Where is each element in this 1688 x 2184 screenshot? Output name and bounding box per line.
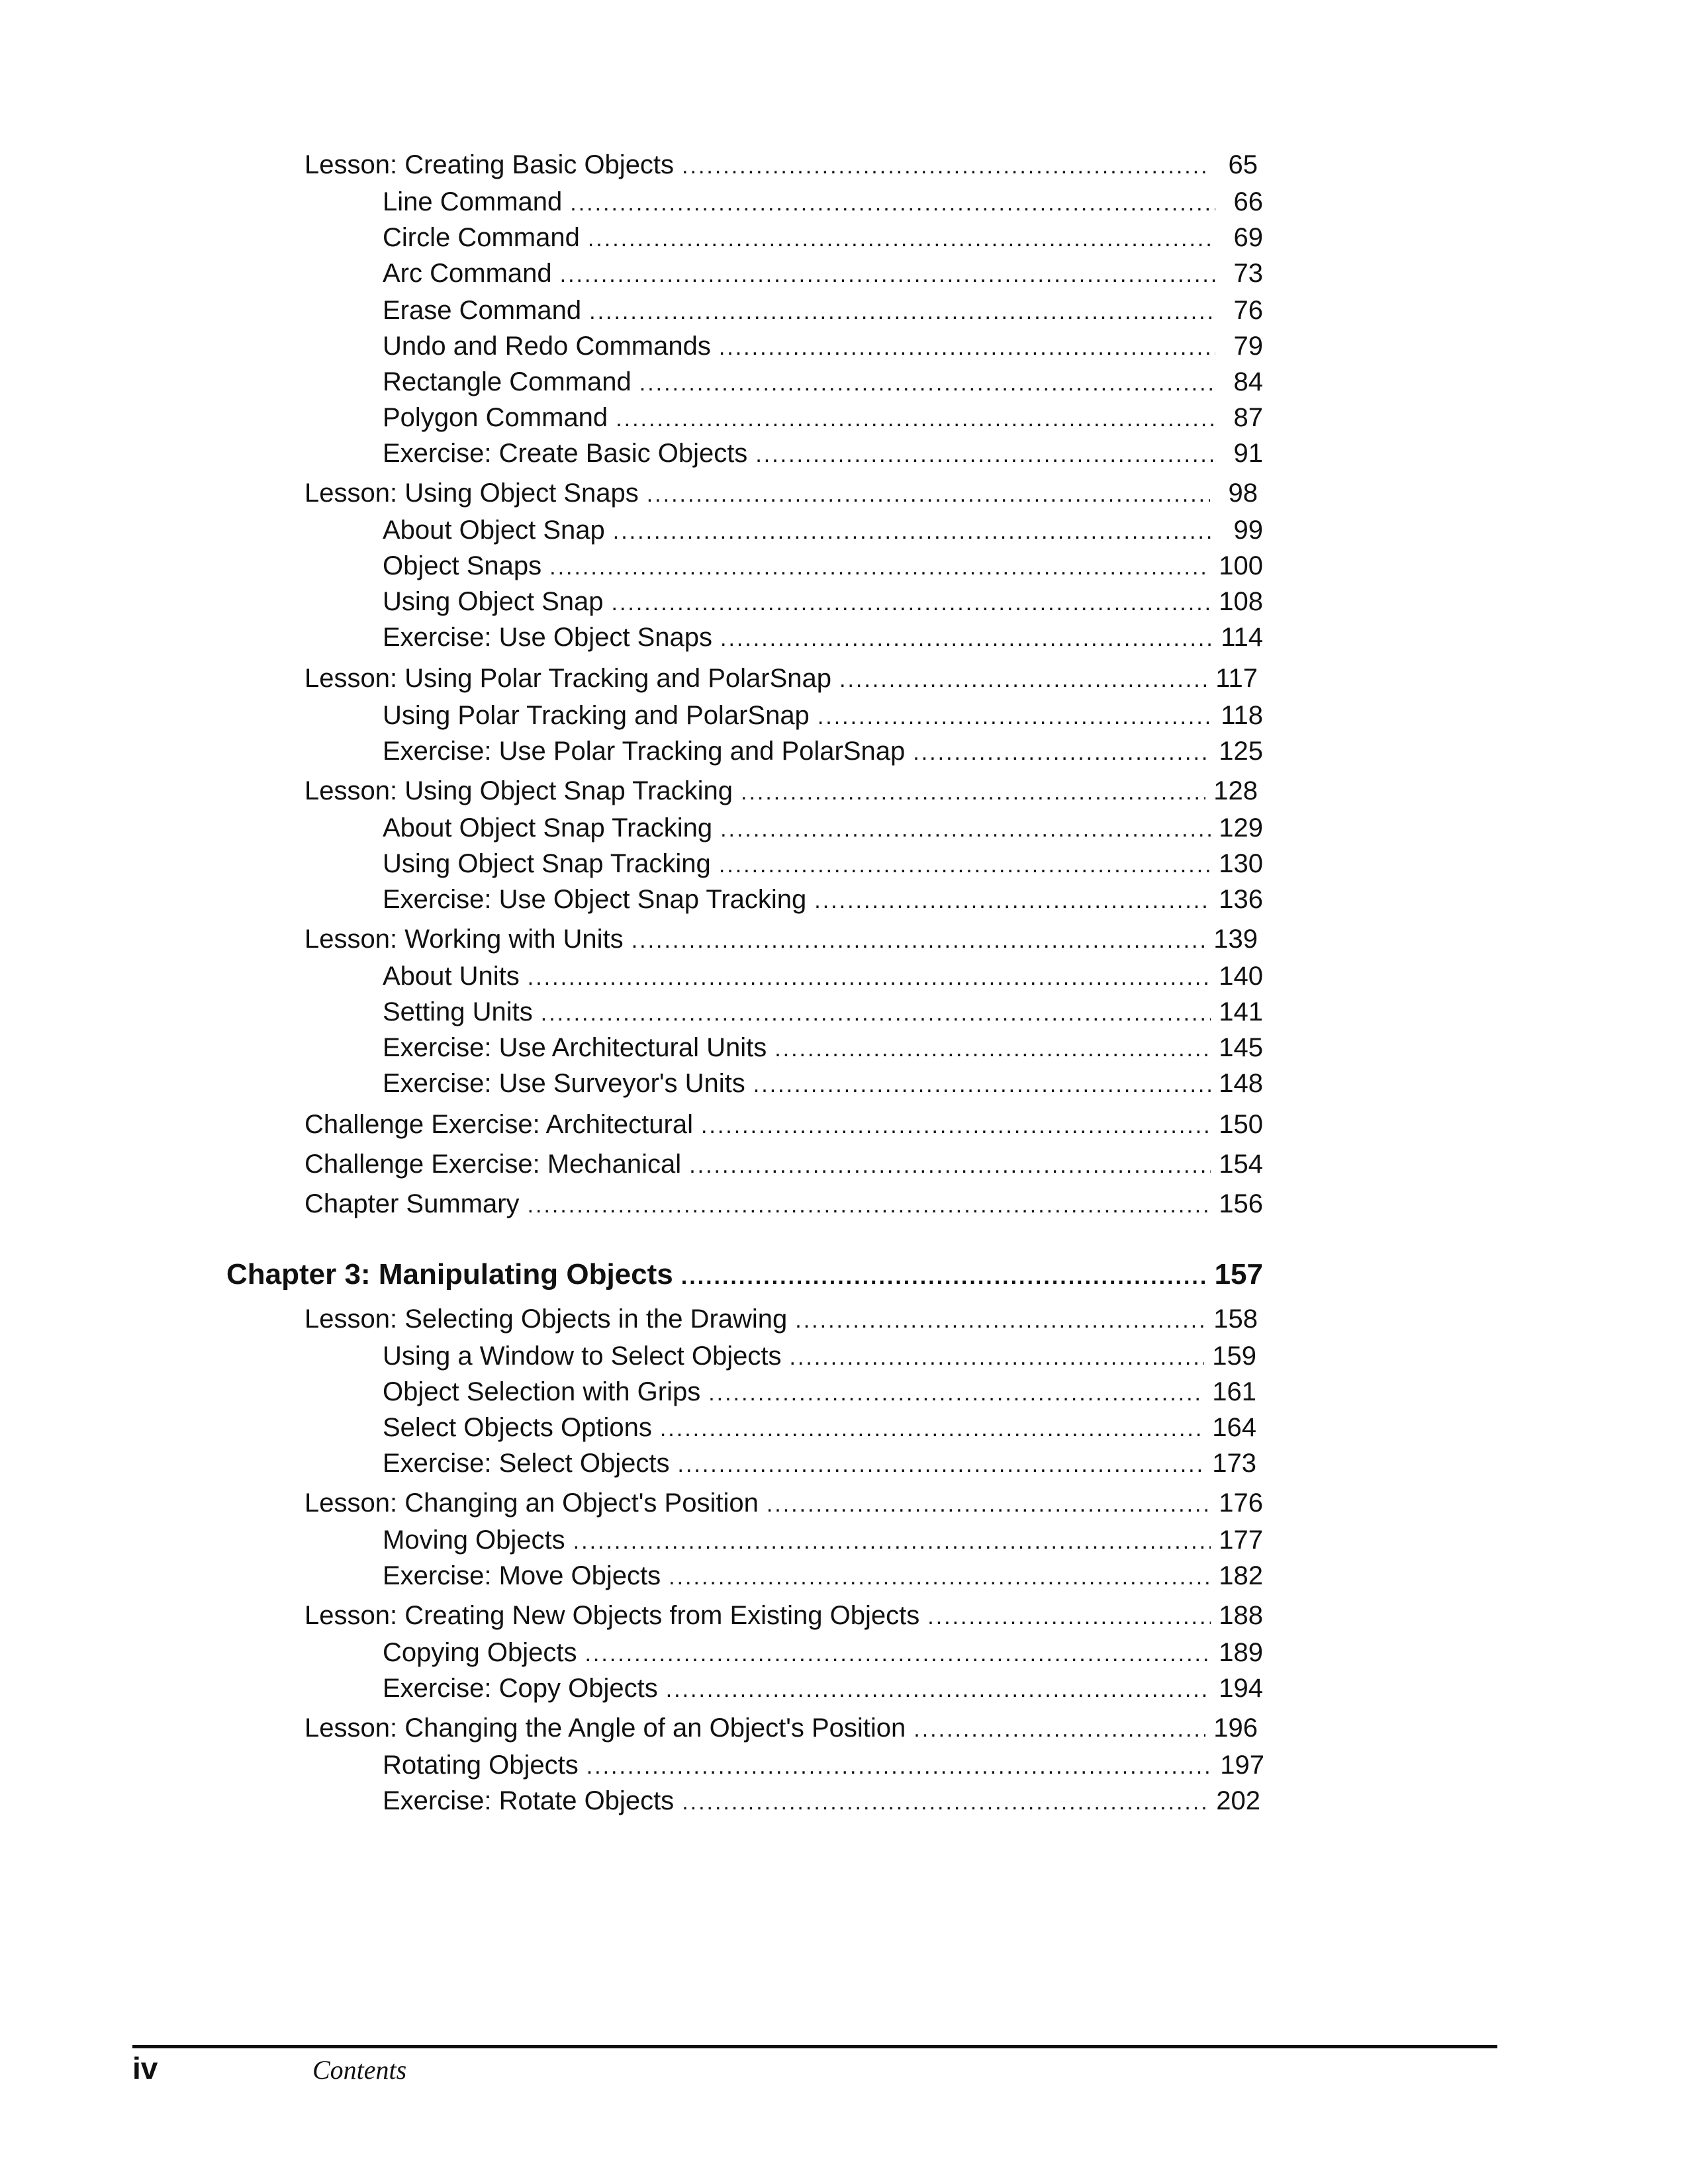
toc-entry-page: 189 [1219, 1638, 1263, 1667]
toc-entry[interactable] [383, 1636, 1263, 1669]
toc-entry-page: 197 [1220, 1751, 1264, 1780]
toc-entry-title: Lesson: Using Object Snap Tracking [305, 776, 733, 805]
toc-entry-page: 118 [1221, 701, 1263, 730]
toc-entry-page: 79 [1233, 332, 1263, 361]
toc-entry-title: Circle Command [383, 223, 580, 252]
toc-entry[interactable] [383, 1749, 1264, 1782]
toc-entry-page: 98 [1228, 478, 1258, 508]
toc-entry[interactable] [383, 585, 1263, 618]
toc-entry-title: Copying Objects [383, 1638, 577, 1667]
toc-entry[interactable] [383, 1067, 1263, 1100]
footer-section-title: Contents [312, 2055, 407, 2085]
dot-leader [616, 402, 1215, 435]
dot-leader [589, 295, 1215, 328]
toc-entry[interactable] [383, 883, 1263, 916]
toc-entry-title: Moving Objects [383, 1525, 565, 1555]
dot-leader [528, 961, 1211, 994]
toc-entry-page: 99 [1233, 516, 1263, 545]
toc-entry[interactable] [383, 1447, 1256, 1480]
toc-entry-page: 154 [1219, 1150, 1263, 1179]
toc-entry[interactable] [383, 330, 1263, 363]
toc-entry[interactable] [383, 1559, 1263, 1592]
dot-leader [720, 622, 1213, 655]
dot-leader [585, 1637, 1211, 1670]
chapter-page: 157 [1214, 1258, 1263, 1291]
toc-entry-page: 145 [1219, 1033, 1263, 1062]
toc-entry-page: 130 [1219, 849, 1263, 878]
dot-leader [689, 1149, 1211, 1182]
dot-leader [720, 813, 1211, 846]
toc-entry-page: 188 [1219, 1601, 1263, 1630]
dot-leader [682, 1786, 1208, 1819]
toc-entry-title: Rectangle Command [383, 367, 632, 396]
toc-entry[interactable] [305, 1711, 1258, 1745]
toc-entry[interactable] [383, 185, 1263, 218]
toc-entry-title: Exercise: Use Architectural Units [383, 1033, 767, 1062]
dot-leader [588, 222, 1215, 255]
dot-leader [647, 478, 1210, 511]
toc-entry-title: Using Object Snap Tracking [383, 849, 711, 878]
dot-leader [586, 1750, 1213, 1783]
toc-entry-page: 176 [1219, 1488, 1263, 1518]
toc-entry-page: 73 [1233, 259, 1263, 288]
toc-entry-page: 136 [1219, 885, 1263, 914]
toc-entry-title: Exercise: Select Objects [383, 1449, 670, 1478]
toc-entry[interactable] [383, 1411, 1256, 1444]
toc-entry-page: 108 [1219, 587, 1263, 616]
toc-entry-page: 117 [1215, 664, 1258, 693]
footer-divider [132, 2045, 1497, 2048]
dot-leader [774, 1032, 1211, 1066]
toc-entry-title: Object Selection with Grips [383, 1377, 701, 1406]
toc-entry-page: 100 [1219, 551, 1263, 580]
dot-leader [570, 187, 1215, 220]
toc-entry-page: 159 [1212, 1342, 1256, 1371]
toc-entry[interactable] [383, 1031, 1263, 1064]
toc-entry-page: 66 [1233, 187, 1263, 216]
dot-leader [528, 1189, 1211, 1222]
dot-leader [839, 663, 1207, 696]
toc-entry-page: 139 [1213, 925, 1258, 954]
toc-entry-title: About Object Snap [383, 516, 605, 545]
toc-entry-page: 161 [1212, 1377, 1256, 1406]
toc-entry-page: 196 [1213, 1713, 1258, 1743]
toc-entry-title: Using Polar Tracking and PolarSnap [383, 701, 810, 730]
toc-entry-title: Rotating Objects [383, 1751, 579, 1780]
toc-entry-title: Exercise: Use Object Snaps [383, 623, 712, 652]
toc-entry[interactable] [383, 549, 1263, 582]
toc-entry-page: 164 [1212, 1413, 1256, 1442]
toc-entry-title: Lesson: Creating New Objects from Existing Objects [305, 1601, 920, 1630]
dot-leader [708, 1377, 1204, 1410]
toc-entry-title: Lesson: Changing an Object's Position [305, 1488, 759, 1518]
toc-entry-title: Line Command [383, 187, 563, 216]
toc-entry[interactable] [383, 960, 1263, 993]
toc-entry[interactable] [305, 1486, 1263, 1520]
toc-entry-title: Polygon Command [383, 403, 608, 432]
toc-entry[interactable] [383, 294, 1263, 327]
toc-entry[interactable] [305, 1599, 1263, 1632]
toc-entry[interactable] [383, 621, 1263, 654]
toc-entry-title: Exercise: Rotate Objects [383, 1786, 675, 1815]
dot-leader [560, 258, 1215, 291]
toc-entry-page: 202 [1216, 1786, 1260, 1815]
toc-entry[interactable] [383, 1340, 1256, 1373]
dot-leader [632, 924, 1206, 957]
toc-entry-page: 69 [1233, 223, 1263, 252]
dot-leader [755, 438, 1215, 471]
footer-page-number: iv [132, 2051, 158, 2085]
toc-entry-title: About Object Snap Tracking [383, 813, 713, 842]
toc-entry-title: Object Snaps [383, 551, 542, 580]
toc-entry-page: 87 [1233, 403, 1263, 432]
toc-entry-page: 91 [1233, 439, 1263, 468]
dot-leader [682, 150, 1210, 183]
toc-entry[interactable] [383, 401, 1263, 434]
chapter-title: Chapter 3: Manipulating Objects [226, 1258, 673, 1291]
toc-entry-page: 76 [1233, 296, 1263, 325]
toc-entry-title: Exercise: Move Objects [383, 1561, 661, 1590]
dot-leader [818, 700, 1213, 733]
toc-entry-title: Arc Command [383, 259, 552, 288]
dot-leader [573, 1525, 1211, 1558]
dot-leader [678, 1448, 1205, 1481]
toc-entry-title: Exercise: Create Basic Objects [383, 439, 748, 468]
toc-entry[interactable] [383, 1672, 1263, 1705]
toc-entry[interactable] [383, 257, 1263, 290]
toc-entry-page: 125 [1219, 737, 1263, 766]
toc-entry[interactable] [305, 1148, 1263, 1181]
toc-entry[interactable] [383, 699, 1263, 732]
toc-chapter-entry[interactable] [226, 1256, 1263, 1293]
toc-entry-page: 194 [1219, 1674, 1263, 1703]
toc-entry-page: 150 [1219, 1110, 1263, 1139]
toc-entry-page: 84 [1233, 367, 1263, 396]
toc-entry-title: Challenge Exercise: Mechanical [305, 1150, 682, 1179]
dot-leader [814, 884, 1211, 917]
dot-leader [669, 1561, 1211, 1594]
dot-leader [549, 551, 1211, 584]
dot-leader [767, 1488, 1211, 1521]
toc-entry[interactable] [305, 1108, 1263, 1141]
toc-entry-page: 173 [1212, 1449, 1256, 1478]
dot-leader [741, 776, 1205, 809]
toc-entry-page: 114 [1221, 623, 1263, 652]
toc-entry-page: 177 [1219, 1525, 1263, 1555]
toc-entry[interactable] [383, 1524, 1263, 1557]
toc-entry-title: Exercise: Use Surveyor's Units [383, 1069, 745, 1098]
toc-entry[interactable] [305, 1187, 1263, 1220]
dot-leader [541, 997, 1211, 1030]
toc-entry-page: 129 [1219, 813, 1263, 842]
toc-entry[interactable] [305, 923, 1258, 956]
dot-leader [753, 1068, 1211, 1101]
dot-leader [927, 1600, 1211, 1633]
toc-entry-title: Using a Window to Select Objects [383, 1342, 782, 1371]
dot-leader [719, 848, 1211, 882]
toc-entry-page: 140 [1219, 962, 1263, 991]
dot-leader [639, 367, 1215, 400]
toc-entry-title: Setting Units [383, 997, 533, 1026]
toc-entry[interactable] [383, 514, 1263, 547]
toc-entry-title: Exercise: Copy Objects [383, 1674, 658, 1703]
toc-entry[interactable] [383, 995, 1263, 1028]
toc-entry-title: Undo and Redo Commands [383, 332, 711, 361]
dot-leader [681, 1258, 1207, 1295]
toc-entry-page: 65 [1228, 150, 1258, 179]
toc-entry-title: Lesson: Changing the Angle of an Object's Position [305, 1713, 906, 1743]
toc-entry-title: Exercise: Use Object Snap Tracking [383, 885, 807, 914]
toc-entry[interactable] [305, 148, 1258, 181]
toc-entry[interactable] [305, 774, 1258, 807]
dot-leader [914, 1713, 1205, 1746]
toc-entry-title: Erase Command [383, 296, 582, 325]
toc-entry-title: Lesson: Using Polar Tracking and PolarSnap [305, 664, 832, 693]
dot-leader [719, 331, 1215, 364]
toc-entry[interactable] [383, 847, 1263, 880]
toc-entry[interactable] [383, 437, 1263, 470]
toc-entry[interactable] [383, 365, 1263, 398]
dot-leader [613, 515, 1215, 548]
toc-entry[interactable] [305, 662, 1258, 695]
toc-entry[interactable] [305, 1302, 1258, 1336]
toc-entry-page: 128 [1213, 776, 1258, 805]
dot-leader [913, 736, 1211, 769]
toc-entry[interactable] [383, 1784, 1260, 1817]
dot-leader [612, 586, 1211, 619]
toc-entry-page: 156 [1219, 1189, 1263, 1218]
toc-entry-title: Select Objects Options [383, 1413, 652, 1442]
toc-entry[interactable] [305, 477, 1258, 510]
toc-entry-title: Chapter Summary [305, 1189, 520, 1218]
toc-entry[interactable] [383, 221, 1263, 254]
dot-leader [795, 1304, 1205, 1337]
dot-leader [789, 1341, 1204, 1374]
toc-entry-page: 141 [1219, 997, 1263, 1026]
dot-leader [660, 1412, 1204, 1445]
toc-entry[interactable] [383, 1375, 1256, 1408]
dot-leader [666, 1673, 1211, 1706]
toc-entry-title: Lesson: Creating Basic Objects [305, 150, 675, 179]
toc-entry[interactable] [383, 811, 1263, 844]
toc-entry-title: Lesson: Working with Units [305, 925, 624, 954]
toc-entry-page: 148 [1219, 1069, 1263, 1098]
toc-entry-page: 158 [1213, 1304, 1258, 1334]
toc-entry-title: Exercise: Use Polar Tracking and PolarSnap [383, 737, 906, 766]
toc-entry[interactable] [383, 735, 1263, 768]
toc-entry-title: Lesson: Using Object Snaps [305, 478, 639, 508]
toc-entry-page: 182 [1219, 1561, 1263, 1590]
dot-leader [701, 1109, 1211, 1142]
toc-entry-title: About Units [383, 962, 520, 991]
toc-entry-title: Challenge Exercise: Architectural [305, 1110, 693, 1139]
toc-entry-title: Using Object Snap [383, 587, 604, 616]
toc-entry-title: Lesson: Selecting Objects in the Drawing [305, 1304, 788, 1334]
